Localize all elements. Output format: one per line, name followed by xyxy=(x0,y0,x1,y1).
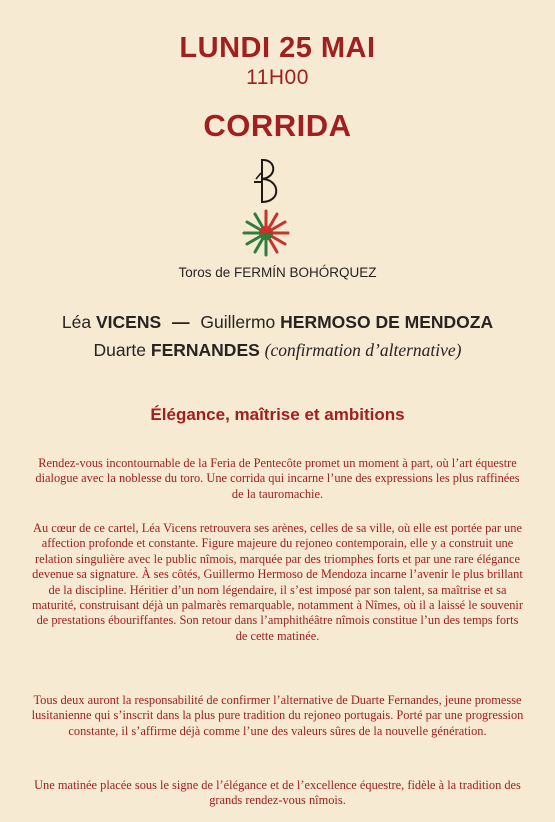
paragraph-cartel: Au cœur de ce cartel, Léa Vicens retrouvera ses arènes, celles de sa ville, où elle est portée par une affection profonde et constante. Figure majeure du rejoneo contemporain, elle y a construit une relation singulière avec le public nîmois, marquée par des triomphes forts et par une rare élégance devenue sa signature. À ses côtés, Guillermo Hermoso de Mendoza incarne l’avenir le plus brillant de la discipline. Héritier d’un nom légendaire, il s’est imposé par son talent, sa maîtrise et sa maturité, construisant déjà un palmarès remarquable, notamment à Nîmes, où il a laissé le souvenir de prestations ébouriffantes. Son retour dans l’amphithéâtre nîmois constitue l’un des temps forts de cette matinée. xyxy=(31,521,523,643)
b-monogram-icon xyxy=(248,155,288,207)
riders-line-2 xyxy=(0,340,555,361)
rider3-first-name: Duarte xyxy=(93,340,147,360)
rider3-note: (confirmation d’alternative) xyxy=(264,340,462,360)
rider1-first-name: Léa xyxy=(61,312,92,332)
paragraph-intro: Rendez-vous incontournable de la Feria de Pentecôte promet un moment à part, où l’art équestre dialogue avec la noblesse du toro. Une corrida qui incarne l’une des expressions les plus raffinées de la tauromachie. xyxy=(35,456,520,501)
rider2-last-name: HERMOSO DE MENDOZA xyxy=(280,312,494,332)
paragraph-confirmation: Tous deux auront la responsabilité de confirmer l’alternative de Duarte Fernandes, jeune promesse lusitanienne qui s’inscrit dans la plus pure tradition du rejoneo portugais. Porté par une progression constante, il s’affirme déjà comme l’une des valeurs sûres de la nouvelle génération. xyxy=(31,693,524,738)
tagline: Élégance, maîtrise et ambitions xyxy=(150,405,405,424)
rider1-last-name: VICENS xyxy=(95,312,162,332)
bulls-breeder: FERMÍN BOHÓRQUEZ xyxy=(234,265,377,280)
event-date: LUNDI 25 MAI xyxy=(179,32,376,64)
event-time: 11H00 xyxy=(246,66,309,89)
rider2-first-name: Guillermo xyxy=(200,312,276,332)
riders-line-1 xyxy=(0,312,555,333)
riders-separator: — xyxy=(172,312,190,332)
event-title: CORRIDA xyxy=(203,108,352,143)
bulls-line xyxy=(0,265,555,280)
bulls-prefix: Toros de xyxy=(178,265,234,280)
rider3-last-name: FERNANDES xyxy=(150,340,260,360)
paragraph-closing: Une matinée placée sous le signe de l’élégance et de l’excellence équestre, fidèle à la tradition des grands rendez-vous nîmois. xyxy=(34,778,521,808)
sun-emblem-icon xyxy=(242,209,290,257)
